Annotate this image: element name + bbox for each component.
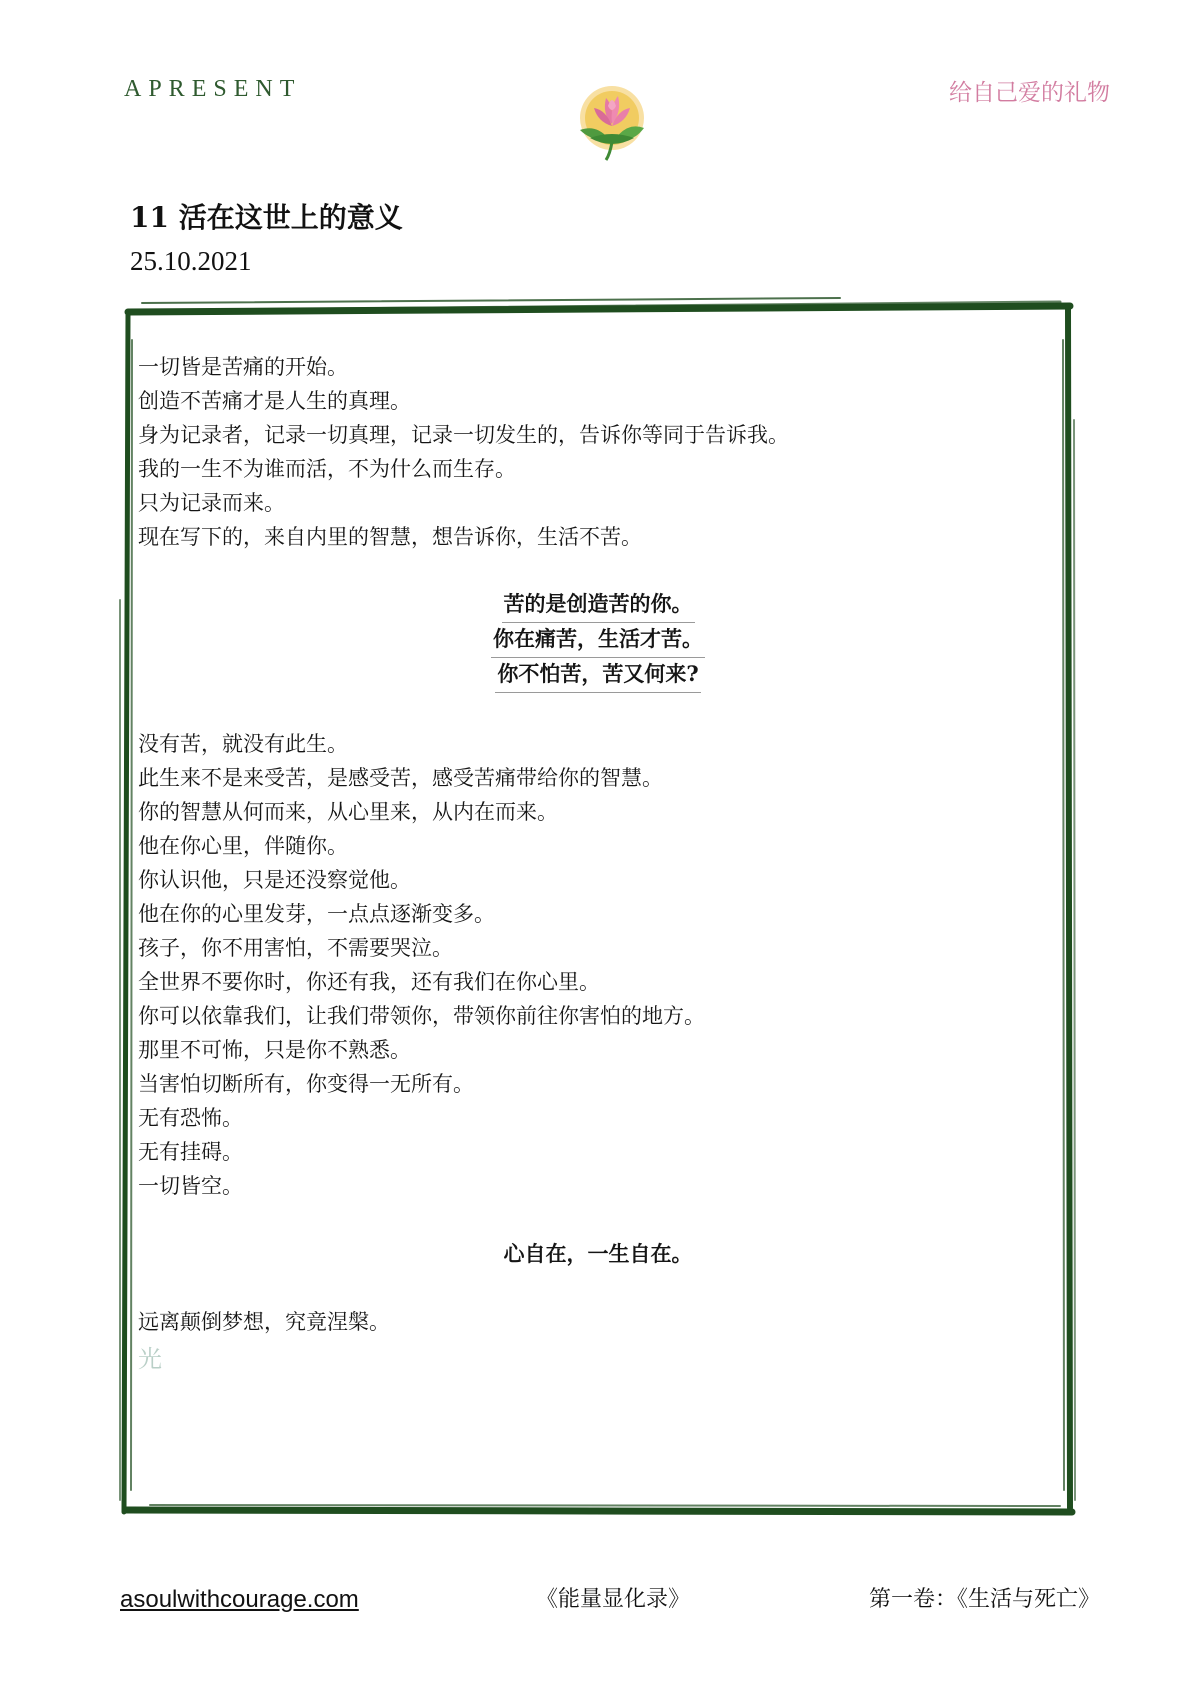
body-line: 他在你心里，伴随你。 <box>138 834 348 858</box>
body-line: 此生来不是来受苦，是感受苦，感受苦痛带给你的智慧。 <box>138 766 663 790</box>
body-line: 我的一生不为谁而活，不为什么而生存。 <box>138 457 516 481</box>
body-line: 孩子，你不用害怕，不需要哭泣。 <box>138 936 453 960</box>
body-line: 你的智慧从何而来，从心里来，从内在而来。 <box>138 800 558 824</box>
body-line: 你认识他，只是还没察觉他。 <box>138 868 411 892</box>
entry-body <box>138 350 1058 1379</box>
highlight-quote <box>138 588 1058 693</box>
body-line: 没有苦，就没有此生。 <box>138 732 348 756</box>
body-line: 你可以依靠我们，让我们带领你，带领你前往你害怕的地方。 <box>138 1004 705 1028</box>
body-line: 他在你的心里发芽，一点点逐渐变多。 <box>138 902 495 926</box>
book-title: 《能量显化录》 <box>536 1587 691 1612</box>
highlight-line: 你在痛苦，生活才苦。 <box>491 623 705 658</box>
paragraph-two <box>138 727 1058 1203</box>
entry-title: 11 活在这世上的意义 <box>130 201 403 234</box>
body-line: 那里不可怖，只是你不熟悉。 <box>138 1038 411 1062</box>
website-link[interactable]: asoulwithcourage.com <box>120 1586 359 1613</box>
body-line: 无有挂碍。 <box>138 1140 243 1164</box>
paragraph-one <box>138 350 1058 554</box>
body-line: 现在写下的，来自内里的智慧，想告诉你，生活不苦。 <box>138 525 642 549</box>
body-line: 一切皆是苦痛的开始。 <box>138 355 348 379</box>
entry-date: 25.10.2021 <box>130 246 252 276</box>
signature: 光 <box>138 1345 162 1373</box>
volume-title: 第一卷：《生活与死亡》 <box>868 1587 1100 1612</box>
body-line: 无有恐怖。 <box>138 1106 243 1130</box>
body-line: 身为记录者，记录一切真理，记录一切发生的，告诉你等同于告诉我。 <box>138 423 789 447</box>
highlight-line: 你不怕苦，苦又何来? <box>495 658 700 693</box>
motto: 心自在，一生自在。 <box>503 1241 693 1266</box>
tagline: 给自己爱的礼物 <box>949 80 1110 106</box>
body-line: 全世界不要你时，你还有我，还有我们在你心里。 <box>138 970 600 994</box>
body-line: 只为记录而来。 <box>138 491 285 515</box>
body-line: 当害怕切断所有，你变得一无所有。 <box>138 1072 474 1096</box>
highlight-line: 苦的是创造苦的你。 <box>502 588 695 623</box>
body-line: 创造不苦痛才是人生的真理。 <box>138 389 411 413</box>
body-line: 一切皆空。 <box>138 1174 243 1198</box>
closing-line: 远离颠倒梦想，究竟涅槃。 <box>138 1310 390 1334</box>
brand-name: APRESENT <box>124 76 302 102</box>
lotus-sun-logo-icon <box>568 72 658 164</box>
